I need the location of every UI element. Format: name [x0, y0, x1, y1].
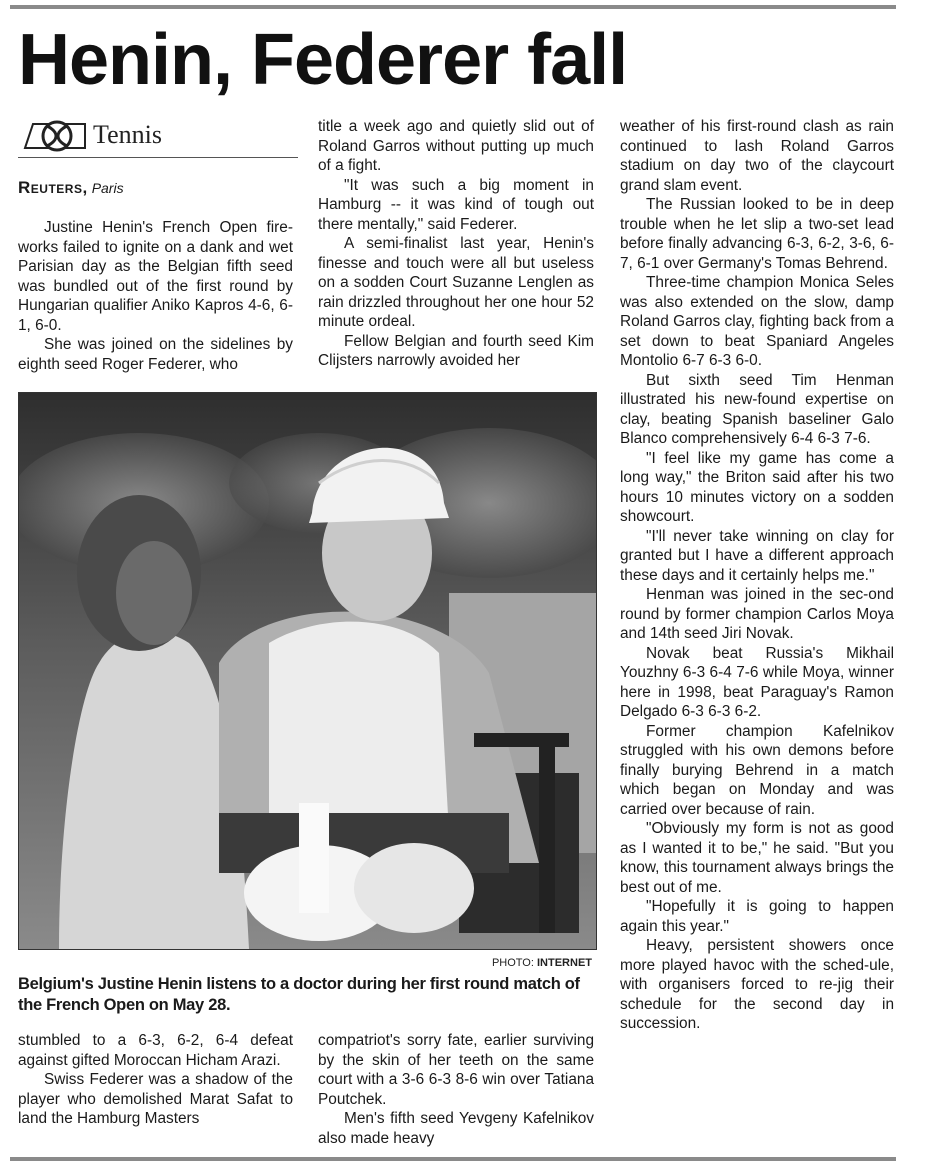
column-3 — [620, 117, 894, 1034]
paragraph: "Hopefully it is going to happen again this year." — [620, 898, 894, 935]
column-2-bottom — [318, 1031, 594, 1148]
photo-credit — [380, 957, 592, 969]
paragraph: "I feel like my game has come a long way," the Briton said after his two hours 10 minutes victory on a sodden showcourt. — [620, 449, 894, 525]
paragraph: The Russian looked to be in deep trouble when he let slip a two-set lead before finally advancing 6-3, 6-2, 3-6, 6-7, 6-1 over Germany's Tomas Behrend. — [620, 196, 894, 272]
column-1-bottom — [18, 1031, 293, 1129]
photo-credit-source: INTERNET — [537, 957, 592, 969]
paragraph: Fellow Belgian and fourth seed Kim Clijsters narrowly avoided her — [318, 332, 594, 369]
paragraph: Heavy, persistent showers once more played havoc with the sched-ule, with organisers forced to re-jig their schedule for the second day in succession. — [620, 937, 894, 1032]
paragraph: Swiss Federer was a shadow of the player who demolished Marat Safat to land the Hamburg Masters — [18, 1071, 293, 1127]
photo-credit-label: PHOTO: — [491, 957, 534, 969]
photo-caption: Belgium's Justine Henin listens to a doctor during her first round match of the French Open on May 28. — [18, 975, 580, 1014]
paragraph: "I'll never take winning on clay for granted but I have a different approach these days and it certainly helps me." — [620, 527, 894, 584]
paragraph: Henman was joined in the sec-ond round by former champion Carlos Moya and 14th seed Jiri Novak. — [620, 586, 894, 642]
paragraph: Former champion Kafelnikov struggled with his own demons before finally burying Behrend in a match which began on Monday and was carried over because of rain. — [620, 722, 894, 818]
tennis-ball-icon — [19, 118, 89, 154]
column-1-top — [18, 218, 293, 374]
paragraph: "It was such a big moment in Hamburg -- it was kind of tough out there mentally," said Federer. — [318, 176, 594, 233]
paragraph: Three-time champion Monica Seles was also extended on the slow, damp Roland Garros clay, fighting back from a set down to beat Spaniard Angeles Montolio 6-7 6-3 6-0. — [620, 274, 894, 369]
byline — [18, 178, 124, 199]
paragraph: Men's fifth seed Yevgeny Kafelnikov also made heavy — [318, 1110, 594, 1147]
paragraph: Justine Henin's French Open fire-works failed to ignite on a dank and wet Parisian day as the Belgian fifth seed was bundled out of the first round by Hungarian qualifier Aniko Kapros 4-6, 6-1, 6-0. — [18, 219, 293, 334]
section-header — [19, 116, 299, 156]
paragraph: compatriot's sorry fate, earlier surviving by the skin of her teeth on the same court with a 3-6 6-3 8-6 win over Tatiana Poutchek. — [318, 1032, 594, 1108]
bottom-rule — [10, 1157, 896, 1161]
photo-illustration — [19, 393, 596, 949]
column-2-top — [318, 117, 594, 371]
section-label: Tennis — [93, 120, 162, 149]
headline: Henin, Federer fall — [18, 20, 628, 100]
paragraph: Novak beat Russia's Mikhail Youzhny 6-3 6-4 7-6 while Moya, winner here in 1998, beat Paraguay's Ramon Delgado 6-3 6-3 6-2. — [620, 644, 894, 720]
news-photo — [18, 392, 597, 950]
byline-agency: Reuters, — [18, 178, 88, 197]
byline-place: Paris — [91, 180, 124, 196]
paragraph: stumbled to a 6-3, 6-2, 6-4 defeat against gifted Moroccan Hicham Arazi. — [18, 1032, 293, 1069]
paragraph: A semi-finalist last year, Henin's finesse and touch were all but useless on a sodden Court Suzanne Lenglen as rain drizzled throughout her one hour 52 minute ordeal. — [318, 235, 594, 330]
top-rule — [10, 5, 896, 9]
paragraph: But sixth seed Tim Henman illustrated his new-found expertise on clay, beating Spanish baseliner Galo Blanco comprehensively 6-4 6-3 7-6. — [620, 371, 894, 447]
paragraph: She was joined on the sidelines by eighth seed Roger Federer, who — [18, 336, 293, 373]
section-divider — [18, 157, 298, 158]
paragraph: title a week ago and quietly slid out of Roland Garros without putting up much of a fight. — [318, 118, 594, 174]
paragraph: "Obviously my form is not as good as I wanted it to be," he said. "But you know, this tournament always brings the best out of me. — [620, 820, 894, 896]
paragraph: weather of his first-round clash as rain continued to lash Roland Garros stadium on day two of the claycourt grand slam event. — [620, 118, 894, 194]
